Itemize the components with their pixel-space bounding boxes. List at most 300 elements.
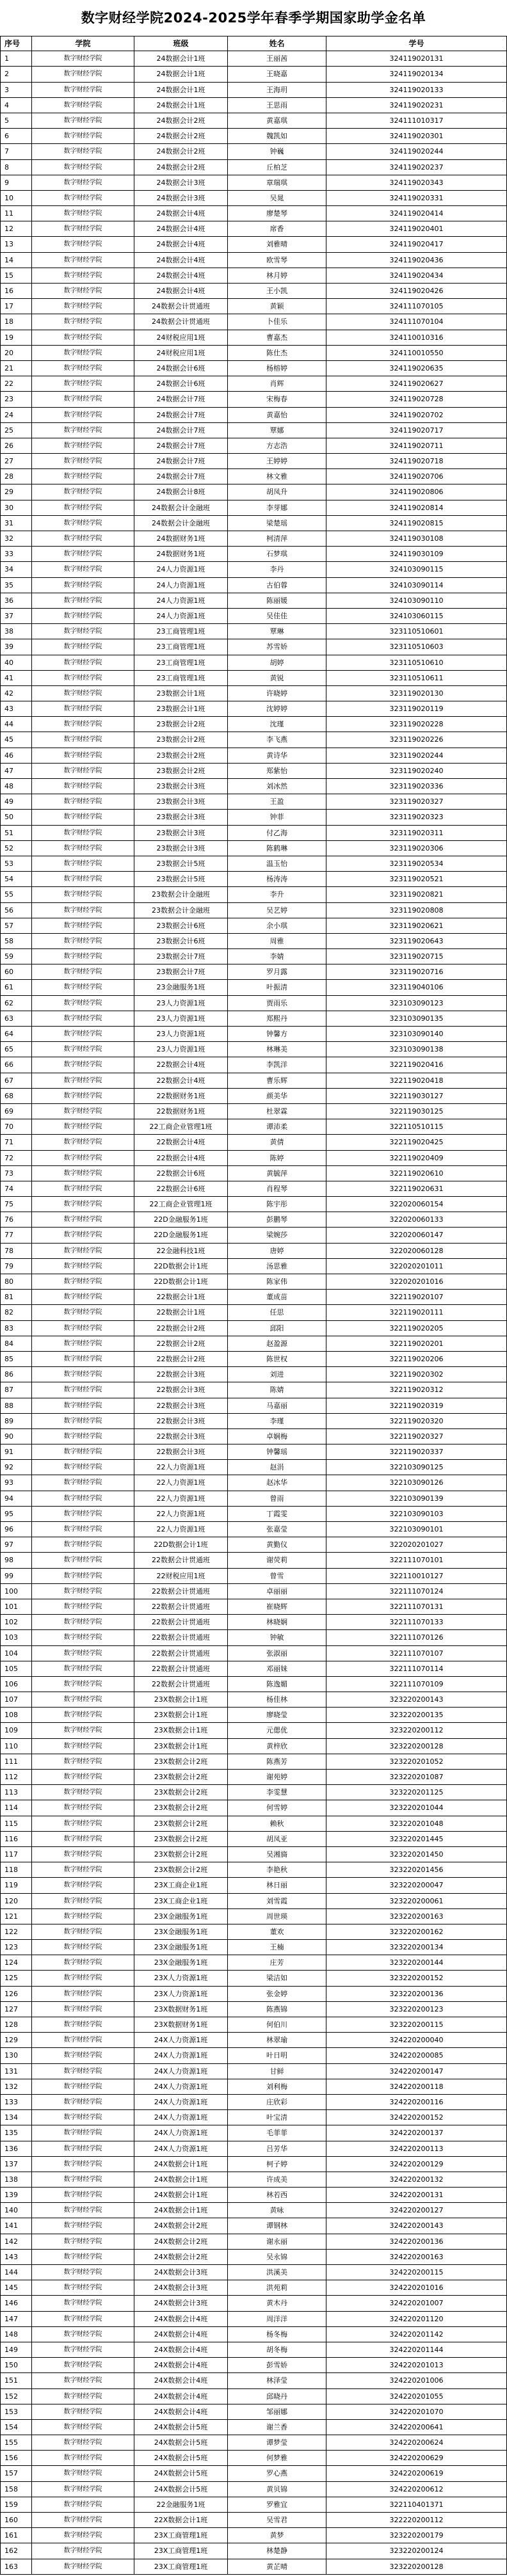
row-college: 数字财经学院 <box>32 748 134 764</box>
row-number: 69 <box>0 1104 32 1119</box>
row-student-id: 322119020320 <box>326 1414 507 1429</box>
row-number: 134 <box>0 2110 32 2125</box>
row-student-name: 梁洁如 <box>228 1971 326 1986</box>
row-number: 34 <box>0 562 32 577</box>
row-number: 41 <box>0 671 32 686</box>
row-student-id: 322103090125 <box>326 1460 507 1475</box>
row-college: 数字财经学院 <box>32 423 134 438</box>
row-student-name: 赵盈源 <box>228 1336 326 1352</box>
row-college: 数字财经学院 <box>32 500 134 516</box>
row-student-id: 324119020717 <box>326 423 507 438</box>
row-number: 18 <box>0 314 32 330</box>
row-class: 23X数据会计2班 <box>134 1770 228 1785</box>
row-student-id: 324119020343 <box>326 175 507 191</box>
row-student-name: 李瑾 <box>228 1414 326 1429</box>
row-number: 30 <box>0 500 32 516</box>
row-class: 24数据会计4班 <box>134 221 228 237</box>
table-row <box>0 1382 507 1398</box>
grant-table <box>0 36 507 2575</box>
row-student-name: 贾雨乐 <box>228 996 326 1011</box>
row-class: 24财税应用1班 <box>134 330 228 346</box>
row-student-name: 温玉怡 <box>228 856 326 872</box>
row-student-id: 324220201007 <box>326 2296 507 2311</box>
row-college: 数字财经学院 <box>32 1661 134 1677</box>
table-row <box>0 2157 507 2172</box>
table-row <box>0 1630 507 1645</box>
row-student-name: 胡凤升 <box>228 484 326 500</box>
table-row <box>0 609 507 624</box>
row-class: 22工商企业管理1班 <box>134 1197 228 1212</box>
row-student-name: 曹乐辉 <box>228 1073 326 1089</box>
row-student-id: 324119020301 <box>326 129 507 144</box>
table-row <box>0 484 507 500</box>
row-college: 数字财经学院 <box>32 2125 134 2141</box>
row-class: 24数据会计金融班 <box>134 500 228 516</box>
row-number: 1 <box>0 51 32 67</box>
table-row <box>0 2172 507 2188</box>
table-row <box>0 2203 507 2218</box>
row-class: 24X数据会计5班 <box>134 2466 228 2481</box>
row-student-name: 黄倩 <box>228 1135 326 1150</box>
row-number: 40 <box>0 655 32 671</box>
row-student-id: 323220200135 <box>326 1708 507 1723</box>
row-college: 数字财经学院 <box>32 1089 134 1104</box>
row-number: 98 <box>0 1553 32 1568</box>
table-row <box>0 2218 507 2234</box>
table-row <box>0 1599 507 1615</box>
row-number: 161 <box>0 2528 32 2543</box>
table-row <box>0 1414 507 1429</box>
row-class: 22数据会计贯通班 <box>134 1584 228 1599</box>
row-number: 163 <box>0 2559 32 2575</box>
row-student-name: 梁楚瑶 <box>228 516 326 531</box>
row-student-id: 324220200136 <box>326 2234 507 2250</box>
row-class: 22D数据会计1班 <box>134 1274 228 1290</box>
row-student-name: 曾雨 <box>228 1491 326 1507</box>
row-college: 数字财经学院 <box>32 949 134 964</box>
table-row <box>0 423 507 438</box>
row-student-id: 323220200179 <box>326 2528 507 2543</box>
row-number: 79 <box>0 1259 32 1274</box>
row-class: 24X数据会计4班 <box>134 2404 228 2420</box>
row-college: 数字财经学院 <box>32 83 134 98</box>
row-college: 数字财经学院 <box>32 1770 134 1785</box>
table-row <box>0 129 507 144</box>
row-college: 数字财经学院 <box>32 1971 134 1986</box>
row-number: 9 <box>0 175 32 191</box>
row-class: 24数据会计6班 <box>134 376 228 392</box>
row-student-id: 323119020119 <box>326 701 507 717</box>
row-class: 24数据会计7班 <box>134 392 228 407</box>
row-class: 24数据会计7班 <box>134 469 228 484</box>
row-student-id: 322110401371 <box>326 2497 507 2513</box>
row-number: 146 <box>0 2296 32 2311</box>
row-student-name: 石梦琪 <box>228 547 326 562</box>
row-class: 24数据会计2班 <box>134 113 228 129</box>
row-student-id: 322111070101 <box>326 1553 507 1568</box>
row-class: 22人力资源1班 <box>134 1491 228 1507</box>
row-college: 数字财经学院 <box>32 2435 134 2451</box>
row-student-id: 323220201125 <box>326 1785 507 1800</box>
row-college: 数字财经学院 <box>32 299 134 314</box>
row-number: 89 <box>0 1414 32 1429</box>
row-student-id: 324119020426 <box>326 284 507 299</box>
row-college: 数字财经学院 <box>32 1151 134 1166</box>
row-student-id: 322119020319 <box>326 1398 507 1414</box>
row-student-name: 魏凯如 <box>228 129 326 144</box>
row-number: 127 <box>0 2002 32 2017</box>
row-class: 22数据会计2班 <box>134 1352 228 1367</box>
table-row <box>0 1955 507 1971</box>
row-college: 数字财经学院 <box>32 2373 134 2388</box>
table-row <box>0 1862 507 1878</box>
row-student-name: 李升 <box>228 887 326 902</box>
row-student-id: 322119020302 <box>326 1367 507 1382</box>
row-class: 24数据会计4班 <box>134 268 228 284</box>
row-class: 24X人力资源1班 <box>134 2064 228 2079</box>
row-student-id: 323119020521 <box>326 872 507 887</box>
row-college: 数字财经学院 <box>32 1599 134 1615</box>
row-student-id: 322020060154 <box>326 1197 507 1212</box>
row-student-name: 王丽茜 <box>228 51 326 67</box>
row-class: 23数据会计7班 <box>134 949 228 964</box>
row-student-id: 324220200131 <box>326 2188 507 2203</box>
row-student-id: 324119020331 <box>326 191 507 206</box>
row-student-id: 322220200112 <box>326 2513 507 2528</box>
row-class: 23X人力资源1班 <box>134 1987 228 2002</box>
table-row <box>0 949 507 964</box>
row-number: 24 <box>0 408 32 423</box>
row-student-name: 邱阳 <box>228 1321 326 1336</box>
row-student-id: 324119020627 <box>326 376 507 392</box>
row-college: 数字财经学院 <box>32 1537 134 1553</box>
row-number: 42 <box>0 686 32 701</box>
table-row <box>0 98 507 113</box>
row-class: 23X人力资源1班 <box>134 1971 228 1986</box>
row-student-name: 林文雅 <box>228 469 326 484</box>
table-row <box>0 1057 507 1073</box>
row-number: 5 <box>0 113 32 129</box>
table-row <box>0 980 507 995</box>
table-row <box>0 732 507 748</box>
row-student-id: 322119020610 <box>326 1166 507 1181</box>
row-class: 23人力资源1班 <box>134 1027 228 1042</box>
row-college: 数字财经学院 <box>32 1708 134 1723</box>
row-class: 22人力资源1班 <box>134 1507 228 1522</box>
row-college: 数字财经学院 <box>32 2033 134 2048</box>
row-student-id: 322020201027 <box>326 1537 507 1553</box>
row-class: 22工商企业管理1班 <box>134 1119 228 1135</box>
table-row <box>0 717 507 732</box>
row-student-id: 324103090110 <box>326 593 507 609</box>
row-college: 数字财经学院 <box>32 887 134 902</box>
row-class: 23X数据会计2班 <box>134 1785 228 1800</box>
row-student-id: 323110510603 <box>326 639 507 655</box>
row-class: 22数据会计6班 <box>134 1166 228 1181</box>
table-row <box>0 1615 507 1630</box>
row-number: 45 <box>0 732 32 748</box>
row-number: 96 <box>0 1522 32 1537</box>
row-college: 数字财经学院 <box>32 2342 134 2358</box>
row-number: 121 <box>0 1909 32 1924</box>
row-number: 149 <box>0 2342 32 2358</box>
row-college: 数字财经学院 <box>32 810 134 825</box>
row-student-id: 322119020337 <box>326 1444 507 1460</box>
row-student-name: 赖秋 <box>228 1816 326 1832</box>
row-student-id: 323119020336 <box>326 779 507 794</box>
row-number: 47 <box>0 764 32 779</box>
row-student-name: 杨榕婷 <box>228 361 326 376</box>
row-number: 56 <box>0 903 32 918</box>
table-row <box>0 1027 507 1042</box>
table-row <box>0 1569 507 1584</box>
table-row <box>0 593 507 609</box>
row-class: 24数据会计1班 <box>134 83 228 98</box>
row-number: 27 <box>0 454 32 469</box>
row-student-id: 324220200163 <box>326 2250 507 2265</box>
row-class: 24数据会计贯通班 <box>134 314 228 330</box>
table-row <box>0 144 507 159</box>
header-student-name: 姓名 <box>228 36 326 51</box>
row-number: 52 <box>0 841 32 856</box>
row-student-id: 323119020327 <box>326 794 507 810</box>
table-row <box>0 2559 507 2575</box>
row-number: 92 <box>0 1460 32 1475</box>
row-class: 22数据会计贯通班 <box>134 1630 228 1645</box>
row-number: 14 <box>0 253 32 268</box>
row-student-name: 洪溪美 <box>228 2265 326 2280</box>
row-student-name: 吴佳佳 <box>228 609 326 624</box>
row-student-id: 322020060133 <box>326 1212 507 1228</box>
row-class: 24数据会计4班 <box>134 253 228 268</box>
row-student-name: 邓丽妹 <box>228 1661 326 1677</box>
row-class: 22金融科技1班 <box>134 1244 228 1259</box>
row-class: 24X数据会计4班 <box>134 2389 228 2404</box>
row-student-id: 324220200129 <box>326 2157 507 2172</box>
row-number: 12 <box>0 221 32 237</box>
row-number: 104 <box>0 1646 32 1661</box>
row-college: 数字财经学院 <box>32 1336 134 1352</box>
row-college: 数字财经学院 <box>32 1444 134 1460</box>
table-row <box>0 2543 507 2559</box>
row-student-name: 曾雪 <box>228 1569 326 1584</box>
row-class: 22数据会计3班 <box>134 1414 228 1429</box>
row-class: 24数据会计4班 <box>134 206 228 221</box>
row-student-name: 林琳美 <box>228 1042 326 1057</box>
row-student-id: 322103090101 <box>326 1522 507 1537</box>
row-student-name: 席香 <box>228 221 326 237</box>
row-student-id: 324103090115 <box>326 562 507 577</box>
row-class: 23数据会计1班 <box>134 701 228 717</box>
row-class: 23数据会计2班 <box>134 717 228 732</box>
row-number: 162 <box>0 2543 32 2559</box>
row-class: 24X数据会计3班 <box>134 2296 228 2311</box>
row-student-name: 叶宝清 <box>228 2110 326 2125</box>
table-row <box>0 1212 507 1228</box>
row-college: 数字财经学院 <box>32 1228 134 1243</box>
table-row <box>0 1089 507 1104</box>
row-student-name: 吴湘旖 <box>228 1847 326 1862</box>
row-college: 数字财经学院 <box>32 1723 134 1738</box>
row-student-id: 324119020231 <box>326 98 507 113</box>
table-row <box>0 346 507 361</box>
table-row <box>0 1894 507 1909</box>
row-college: 数字财经学院 <box>32 639 134 655</box>
row-student-id: 323220200144 <box>326 1955 507 1971</box>
row-class: 22D数据会计1班 <box>134 1259 228 1274</box>
row-student-name: 董欢 <box>228 1924 326 1940</box>
row-student-id: 322119020425 <box>326 1135 507 1150</box>
row-number: 75 <box>0 1197 32 1212</box>
row-student-name: 苏雪娇 <box>228 639 326 655</box>
row-student-id: 324220201120 <box>326 2312 507 2327</box>
row-number: 152 <box>0 2389 32 2404</box>
row-number: 112 <box>0 1770 32 1785</box>
row-number: 97 <box>0 1537 32 1553</box>
row-number: 109 <box>0 1723 32 1738</box>
row-college: 数字财经学院 <box>32 1646 134 1661</box>
row-number: 102 <box>0 1615 32 1630</box>
row-number: 125 <box>0 1971 32 1986</box>
row-college: 数字财经学院 <box>32 2280 134 2296</box>
row-college: 数字财经学院 <box>32 1382 134 1398</box>
table-header-row <box>0 36 507 51</box>
row-class: 24数据会计7班 <box>134 438 228 454</box>
row-number: 59 <box>0 949 32 964</box>
row-college: 数字财经学院 <box>32 1955 134 1971</box>
table-row <box>0 237 507 252</box>
row-college: 数字财经学院 <box>32 1027 134 1042</box>
table-row <box>0 1274 507 1290</box>
row-class: 22数据会计6班 <box>134 1181 228 1197</box>
row-student-id: 323110510610 <box>326 655 507 671</box>
row-number: 10 <box>0 191 32 206</box>
table-row <box>0 794 507 810</box>
row-student-id: 324220200040 <box>326 2033 507 2048</box>
table-body <box>0 51 507 2575</box>
table-row <box>0 2002 507 2017</box>
row-student-name: 许晓婷 <box>228 686 326 701</box>
row-student-name: 谢兰香 <box>228 2420 326 2435</box>
table-row <box>0 2017 507 2033</box>
table-row <box>0 1073 507 1089</box>
row-college: 数字财经学院 <box>32 903 134 918</box>
row-student-id: 324220200132 <box>326 2172 507 2188</box>
row-number: 129 <box>0 2033 32 2048</box>
row-class: 23X数据会计1班 <box>134 1739 228 1754</box>
row-college: 数字财经学院 <box>32 2172 134 2188</box>
table-row <box>0 2064 507 2079</box>
row-student-name: 邹丽娜 <box>228 2404 326 2420</box>
row-student-name: 陈家伟 <box>228 1274 326 1290</box>
row-college: 数字财经学院 <box>32 2203 134 2218</box>
row-class: 24数据会计3班 <box>134 191 228 206</box>
row-class: 23X数据会计2班 <box>134 1847 228 1862</box>
row-college: 数字财经学院 <box>32 655 134 671</box>
row-class: 24X人力资源1班 <box>134 2141 228 2157</box>
row-class: 23数据会计3班 <box>134 810 228 825</box>
table-row <box>0 531 507 547</box>
row-student-name: 林泽莹 <box>228 2373 326 2388</box>
row-class: 23X数据会计2班 <box>134 1800 228 1816</box>
row-college: 数字财经学院 <box>32 1785 134 1800</box>
row-class: 23X工商企业1班 <box>134 1894 228 1909</box>
row-number: 133 <box>0 2095 32 2110</box>
row-class: 22数据会计2班 <box>134 1336 228 1352</box>
row-student-name: 谭沛柔 <box>228 1119 326 1135</box>
row-student-id: 322111070126 <box>326 1630 507 1645</box>
row-class: 23X金融服务1班 <box>134 1940 228 1955</box>
row-student-name: 许成美 <box>228 2172 326 2188</box>
row-student-id: 322103090126 <box>326 1475 507 1491</box>
row-college: 数字财经学院 <box>32 2048 134 2063</box>
table-row <box>0 1878 507 1893</box>
row-college: 数字财经学院 <box>32 113 134 129</box>
row-class: 23数据会计金融班 <box>134 903 228 918</box>
row-number: 49 <box>0 794 32 810</box>
row-class: 23X金融服务1班 <box>134 1955 228 1971</box>
row-college: 数字财经学院 <box>32 562 134 577</box>
table-row <box>0 376 507 392</box>
row-student-name: 罗心燕 <box>228 2466 326 2481</box>
table-row <box>0 1290 507 1305</box>
row-class: 24数据会计6班 <box>134 361 228 376</box>
row-class: 22数据会计贯通班 <box>134 1677 228 1692</box>
table-row <box>0 1971 507 1986</box>
row-class: 24X人力资源1班 <box>134 2110 228 2125</box>
row-student-id: 324220200143 <box>326 2218 507 2234</box>
row-class: 23数据会计3班 <box>134 794 228 810</box>
row-college: 数字财经学院 <box>32 2064 134 2079</box>
row-college: 数字财经学院 <box>32 1104 134 1119</box>
row-number: 155 <box>0 2435 32 2451</box>
row-student-name: 何伯川 <box>228 2017 326 2033</box>
row-number: 2 <box>0 67 32 82</box>
row-class: 22数据会计1班 <box>134 1290 228 1305</box>
row-college: 数字财经学院 <box>32 918 134 934</box>
row-class: 23工商管理1班 <box>134 655 228 671</box>
table-row <box>0 701 507 717</box>
row-class: 23X数据会计2班 <box>134 1862 228 1878</box>
table-row <box>0 1537 507 1553</box>
row-student-name: 陈世权 <box>228 1352 326 1367</box>
table-row <box>0 2312 507 2327</box>
row-college: 数字财经学院 <box>32 144 134 159</box>
row-student-id: 322119020206 <box>326 1352 507 1367</box>
header-class: 班级 <box>134 36 228 51</box>
row-college: 数字财经学院 <box>32 701 134 717</box>
row-class: 22D数据会计1班 <box>134 1537 228 1553</box>
row-number: 7 <box>0 144 32 159</box>
row-college: 数字财经学院 <box>32 1011 134 1027</box>
row-class: 24X数据会计5班 <box>134 2451 228 2466</box>
row-student-id: 323220200128 <box>326 2559 507 2575</box>
row-student-id: 323220200115 <box>326 2017 507 2033</box>
row-student-name: 李婧 <box>228 949 326 964</box>
row-student-id: 324119020244 <box>326 144 507 159</box>
row-number: 151 <box>0 2373 32 2388</box>
row-student-name: 庄芳 <box>228 1955 326 1971</box>
row-student-id: 324119020814 <box>326 500 507 516</box>
row-student-name: 吕芳华 <box>228 2141 326 2157</box>
row-student-name: 李凯洋 <box>228 1057 326 1073</box>
row-class: 23数据会计1班 <box>134 686 228 701</box>
row-student-id: 323220200112 <box>326 1723 507 1738</box>
table-row <box>0 2482 507 2497</box>
row-student-name: 刘进 <box>228 1367 326 1382</box>
table-row <box>0 516 507 531</box>
row-student-id: 324220200147 <box>326 2064 507 2079</box>
